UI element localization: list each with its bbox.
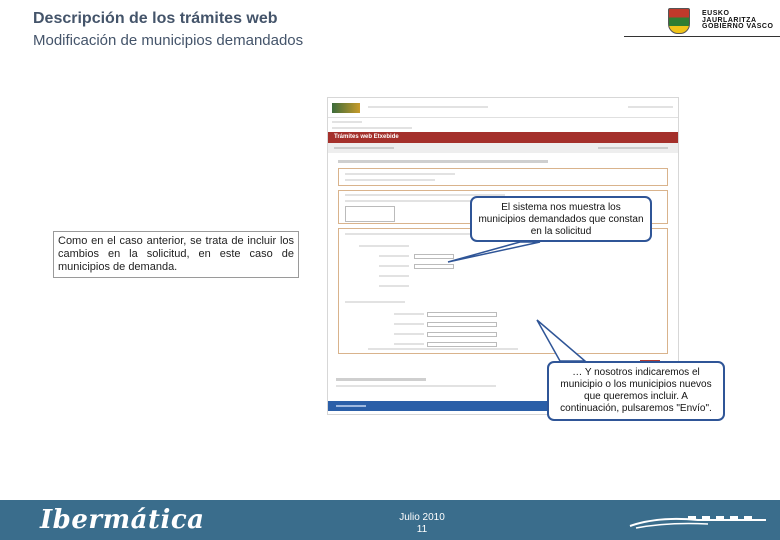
- logo-line-1: EUSKO JAURLARITZA: [702, 10, 757, 24]
- shot-dept-line: [368, 106, 488, 108]
- header-rule: [624, 36, 780, 37]
- side-note: Como en el caso anterior, se trata de incluir los cambios en la solicitud, en este caso de municipios de demanda.: [53, 231, 299, 278]
- callout-system-shows: El sistema nos muestra los municipios demandados que constan en la solicitud: [470, 196, 652, 242]
- footer-date: [382, 512, 462, 536]
- callout-we-indicate: … Y nosotros indicaremos el municipio o los municipios nuevos que queremos incluir. A continuación, pulsaremos "Envío".: [547, 361, 725, 421]
- shot-frame-3: [338, 228, 668, 354]
- page-title: Descripción de los trámites web: [33, 10, 278, 27]
- shot-topbar: [328, 98, 678, 118]
- shot-topright-line: [628, 106, 673, 108]
- footer-date-text: Julio 2010: [399, 512, 445, 523]
- shot-heading: [338, 160, 548, 163]
- shot-footer-link: [336, 378, 426, 381]
- shot-frame-1: [338, 168, 668, 186]
- shot-menu: [328, 118, 678, 132]
- logo-line-2: GOBIERNO VASCO: [702, 23, 774, 30]
- shot-logo: [332, 103, 360, 113]
- shot-list: [345, 206, 395, 222]
- shot-title-band: [328, 132, 678, 143]
- page-subtitle: Modificación de municipios demandados: [33, 32, 304, 49]
- shot-subband: [328, 143, 678, 153]
- coat-of-arms-icon: [668, 8, 690, 34]
- gobierno-vasco-logo: [664, 6, 774, 38]
- page-number: 11: [416, 524, 428, 535]
- footer-right-logo: [628, 508, 768, 532]
- shot-band-title: Trámites web Etxebide: [334, 134, 399, 140]
- ibermatica-logo: Ibermática: [40, 505, 205, 535]
